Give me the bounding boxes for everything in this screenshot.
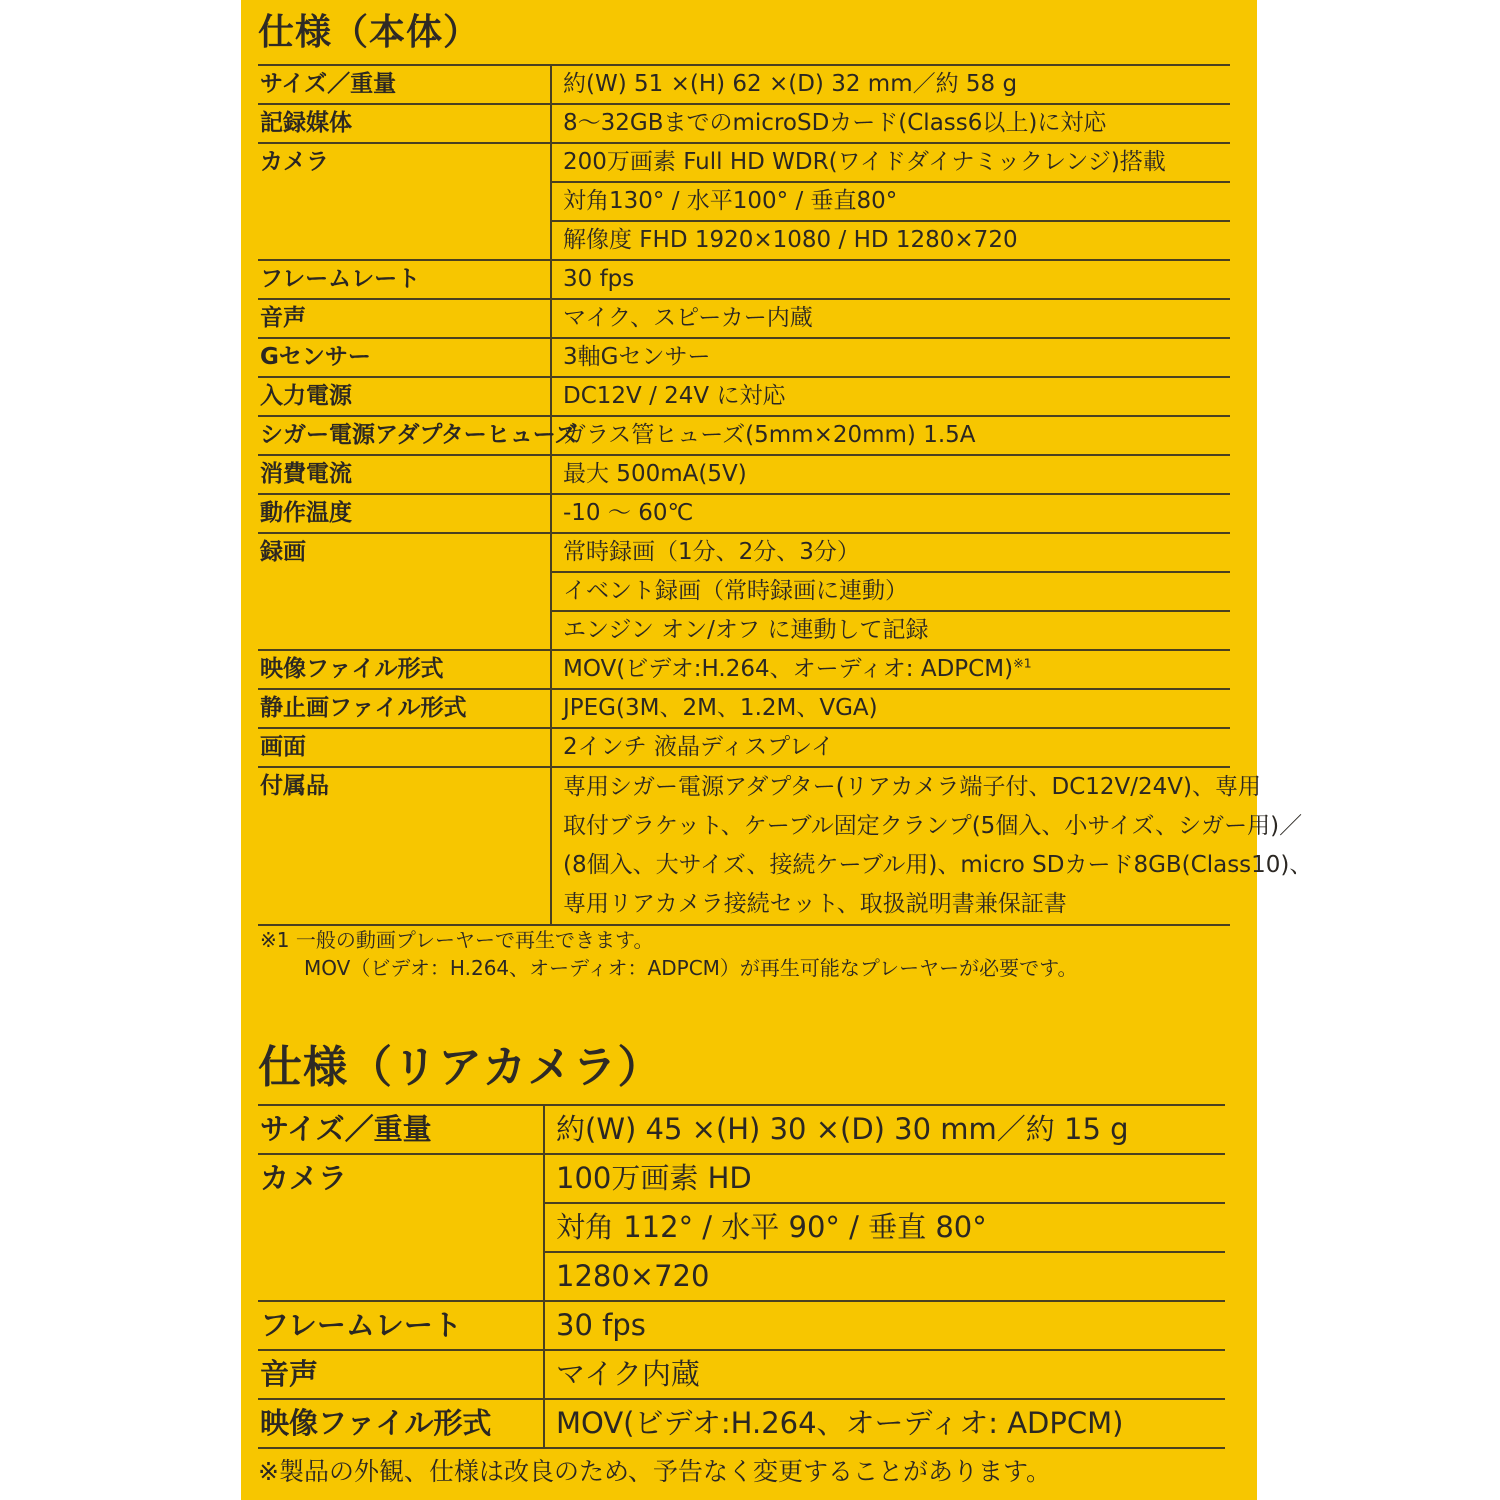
table-row bbox=[258, 1399, 1225, 1448]
table-row bbox=[258, 689, 1230, 728]
spec-value: 約(W) 51 ×(H) 62 ×(D) 32 mm／約 58 g bbox=[551, 65, 1230, 104]
rear-spec-title: 仕様（リアカメラ） bbox=[258, 1042, 663, 1093]
spec-value: 30 fps bbox=[544, 1301, 1225, 1350]
spec-value: エンジン オン/オフ に連動して記録 bbox=[551, 611, 1230, 650]
table-row bbox=[258, 533, 1230, 572]
spec-label: 映像ファイル形式 bbox=[258, 650, 551, 689]
table-row bbox=[258, 1105, 1225, 1154]
spec-value: マイク内蔵 bbox=[544, 1350, 1225, 1399]
spec-value: DC12V / 24V に対応 bbox=[551, 377, 1230, 416]
table-row bbox=[258, 104, 1230, 143]
spec-value: マイク、スピーカー内蔵 bbox=[551, 299, 1230, 338]
spec-value: -10 ～ 60℃ bbox=[551, 494, 1230, 533]
table-row bbox=[258, 728, 1230, 767]
accessory-line: 専用リアカメラ接続セット、取扱説明書兼保証書 bbox=[563, 891, 1067, 917]
spec-label: カメラ bbox=[258, 143, 551, 260]
accessory-line: 専用シガー電源アダプター(リアカメラ端子付、DC12V/24V)、専用 bbox=[563, 774, 1262, 800]
spec-label: 付属品 bbox=[258, 767, 551, 925]
spec-value: 対角 112° / 水平 90° / 垂直 80° bbox=[544, 1203, 1225, 1252]
spec-label: 入力電源 bbox=[258, 377, 551, 416]
spec-value bbox=[551, 650, 1230, 689]
footnote bbox=[260, 926, 1078, 982]
table-row bbox=[258, 650, 1230, 689]
footnote-line: ※1 一般の動画プレーヤーで再生できます。 bbox=[260, 928, 654, 952]
footnote-line: MOV（ビデオ：H.264、オーディオ：ADPCM）が再生可能なプレーヤーが必要です。 bbox=[304, 956, 1078, 980]
table-row bbox=[258, 1154, 1225, 1203]
spec-value: 解像度 FHD 1920×1080 / HD 1280×720 bbox=[551, 221, 1230, 260]
table-row bbox=[258, 455, 1230, 494]
spec-label: 動作温度 bbox=[258, 494, 551, 533]
spec-value: 約(W) 45 ×(H) 30 ×(D) 30 mm／約 15 g bbox=[544, 1105, 1225, 1154]
spec-label: Gセンサー bbox=[258, 338, 551, 377]
table-row bbox=[258, 767, 1230, 925]
table-row bbox=[258, 416, 1230, 455]
spec-label: 映像ファイル形式 bbox=[258, 1399, 544, 1448]
spec-value: 8～32GBまでのmicroSDカード(Class6以上)に対応 bbox=[551, 104, 1230, 143]
disclaimer-note: ※製品の外観、仕様は改良のため、予告なく変更することがあります。 bbox=[258, 1457, 1051, 1486]
table-row bbox=[258, 65, 1230, 104]
spec-label: シガー電源アダプターヒューズ bbox=[258, 416, 551, 455]
accessory-line: (8個入、大サイズ、接続ケーブル用)、micro SDカード8GB(Class10)、 bbox=[563, 852, 1313, 878]
spec-label: カメラ bbox=[258, 1154, 544, 1301]
spec-label: フレームレート bbox=[258, 1301, 544, 1350]
spec-value: 1280×720 bbox=[544, 1252, 1225, 1301]
footnote-mark: ※1 bbox=[1013, 655, 1032, 671]
spec-label: サイズ／重量 bbox=[258, 1105, 544, 1154]
spec-value: MOV(ビデオ:H.264、オーディオ: ADPCM) bbox=[544, 1399, 1225, 1448]
spec-value: 最大 500mA(5V) bbox=[551, 455, 1230, 494]
spec-label: 静止画ファイル形式 bbox=[258, 689, 551, 728]
accessory-line: 取付ブラケット、ケーブル固定クランプ(5個入、小サイズ、シガー用)／ bbox=[563, 813, 1303, 839]
spec-value: イベント録画（常時録画に連動） bbox=[551, 572, 1230, 611]
spec-label: フレームレート bbox=[258, 260, 551, 299]
spec-value: ガラス管ヒューズ(5mm×20mm) 1.5A bbox=[551, 416, 1230, 455]
table-row bbox=[258, 494, 1230, 533]
table-row bbox=[258, 377, 1230, 416]
spec-value: 2インチ 液晶ディスプレイ bbox=[551, 728, 1230, 767]
table-row bbox=[258, 299, 1230, 338]
table-row bbox=[258, 143, 1230, 182]
spec-label: 音声 bbox=[258, 1350, 544, 1399]
rear-spec-table bbox=[258, 1104, 1225, 1449]
main-spec-table bbox=[258, 64, 1313, 926]
spec-label: サイズ／重量 bbox=[258, 65, 551, 104]
table-row bbox=[258, 338, 1230, 377]
spec-value: 30 fps bbox=[551, 260, 1230, 299]
spec-value-multiline bbox=[551, 767, 1313, 925]
spec-label: 消費電流 bbox=[258, 455, 551, 494]
table-row bbox=[258, 260, 1230, 299]
spec-value: 200万画素 Full HD WDR(ワイドダイナミックレンジ)搭載 bbox=[551, 143, 1230, 182]
spec-value: 3軸Gセンサー bbox=[551, 338, 1230, 377]
main-spec-title: 仕様（本体） bbox=[258, 12, 481, 53]
spec-value: 常時録画（1分、2分、3分） bbox=[551, 533, 1230, 572]
spec-value: 対角130° / 水平100° / 垂直80° bbox=[551, 182, 1230, 221]
spec-label: 画面 bbox=[258, 728, 551, 767]
table-row bbox=[258, 1350, 1225, 1399]
spec-label: 記録媒体 bbox=[258, 104, 551, 143]
spec-label: 音声 bbox=[258, 299, 551, 338]
spec-label: 録画 bbox=[258, 533, 551, 650]
spec-value: 100万画素 HD bbox=[544, 1154, 1225, 1203]
table-row bbox=[258, 1301, 1225, 1350]
spec-value-text: MOV(ビデオ:H.264、オーディオ: ADPCM) bbox=[563, 656, 1014, 682]
spec-panel bbox=[241, 0, 1313, 1500]
spec-value: JPEG(3M、2M、1.2M、VGA) bbox=[551, 689, 1230, 728]
